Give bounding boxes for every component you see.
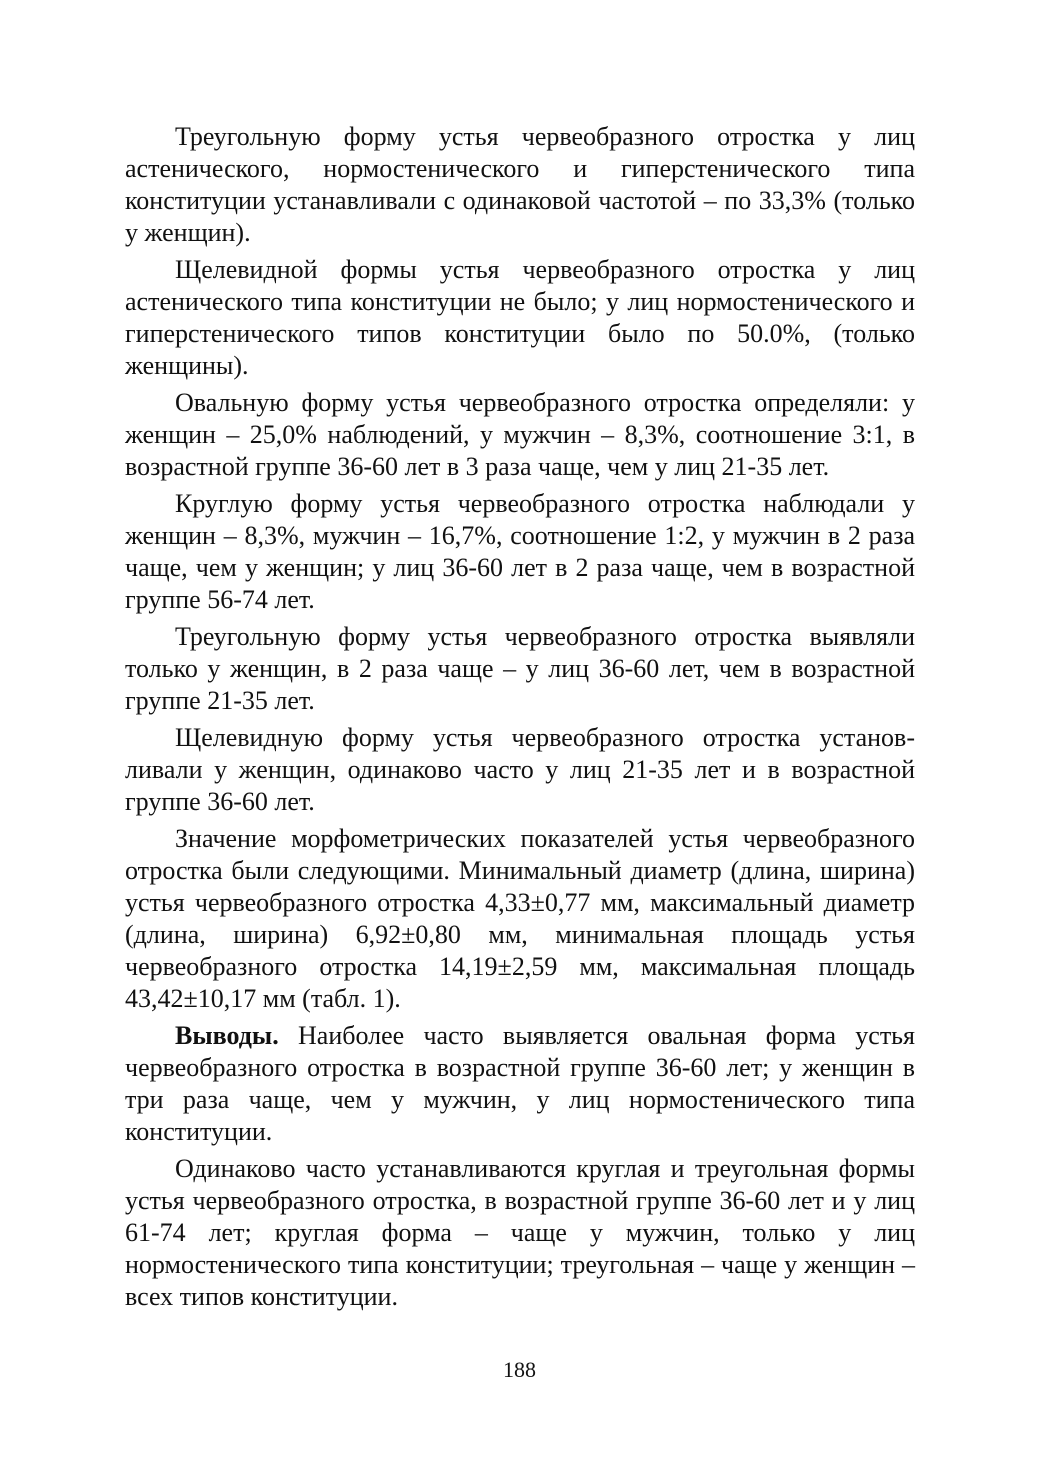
paragraph-text: Одинаково часто устанавливаются круглая и треугольная формы устья червеобразного отростка, в возрастной группе 36-60 лет и у лиц 61-74 лет; круглая форма – чаще у мужчин, только у лиц нормостенического типа конституции; треугольная – чаще у женщин – всех типов конституции. [125,1154,915,1311]
paragraph-text: Треугольную форму устья червеобразного отростка у лиц астенического, нормостенического и гиперстенического типа конституции устанавливали с одинаковой частотой – по 33,3% (только у женщин). [125,122,915,247]
paragraph-text: Круглую форму устья червеобразного отростка наблюдали у женщин – 8,3%, мужчин – 16,7%, соотношение 1:2, у мужчин в 2 раза чаще, чем у женщин; у лиц 36-60 лет в 2 раза чаще, чем в возрастной группе 56-74 лет. [125,489,915,614]
paragraph-text: Щелевидной формы устья червеобразного отростка у лиц астенического типа конституции не было; у лиц нормостенического и гиперстенического типов конституции было по 50.0%, (только женщины). [125,255,915,380]
paragraph-triangular-age [125,621,915,717]
conclusions-heading: Выводы. [175,1021,279,1050]
paragraph-conclusions-continued [125,1153,915,1313]
paragraph-text: Треугольную форму устья червеобразного отростка выявляли только у женщин, в 2 раза чаще – у лиц 36-60 лет, чем в возрастной группе 21-35 лет. [125,622,915,715]
paragraph-text: Наиболее часто выявляется овальная форма устья червеобразного отростка в возрастной группе 36-60 лет; у женщин в три раза чаще, чем у мужчин, у лиц нормостенического типа конституции. [125,1021,915,1146]
paragraph-slit-constitution [125,254,915,382]
paragraph-text: Значение морфометрических показателей устья червеобразного отростка были следующими. Минимальный диаметр (длина, ширина) устья червеобразного отростка 4,33±0,77 мм, максимальный диаметр (длина, ширина) 6,92±0,80 мм, минимальная площадь устья червеобразного отростка 14,19±2,59 мм, максимальная площадь 43,42±10,17 мм (табл. 1). [125,824,915,1013]
page-number: 188 [503,1357,536,1382]
body-text [125,121,915,1318]
paragraph-conclusions [125,1020,915,1148]
paragraph-text: Щелевидную форму устья червеобразного отростка установливали у женщин, одинаково часто у лиц 21-35 лет и в возрастной группе 36-60 лет. [125,723,915,816]
paragraph-triangular-constitution [125,121,915,249]
paragraph-oval-form [125,387,915,483]
paragraph-round-form [125,488,915,616]
paragraph-morphometry [125,823,915,1015]
paragraph-slit-age [125,722,915,818]
paragraph-text: Овальную форму устья червеобразного отростка определяли: у женщин – 25,0% наблюдений, у мужчин – 8,3%, соотношение 3:1, в возрастной группе 36-60 лет в 3 раза чаще, чем у лиц 21-35 лет. [125,388,915,481]
